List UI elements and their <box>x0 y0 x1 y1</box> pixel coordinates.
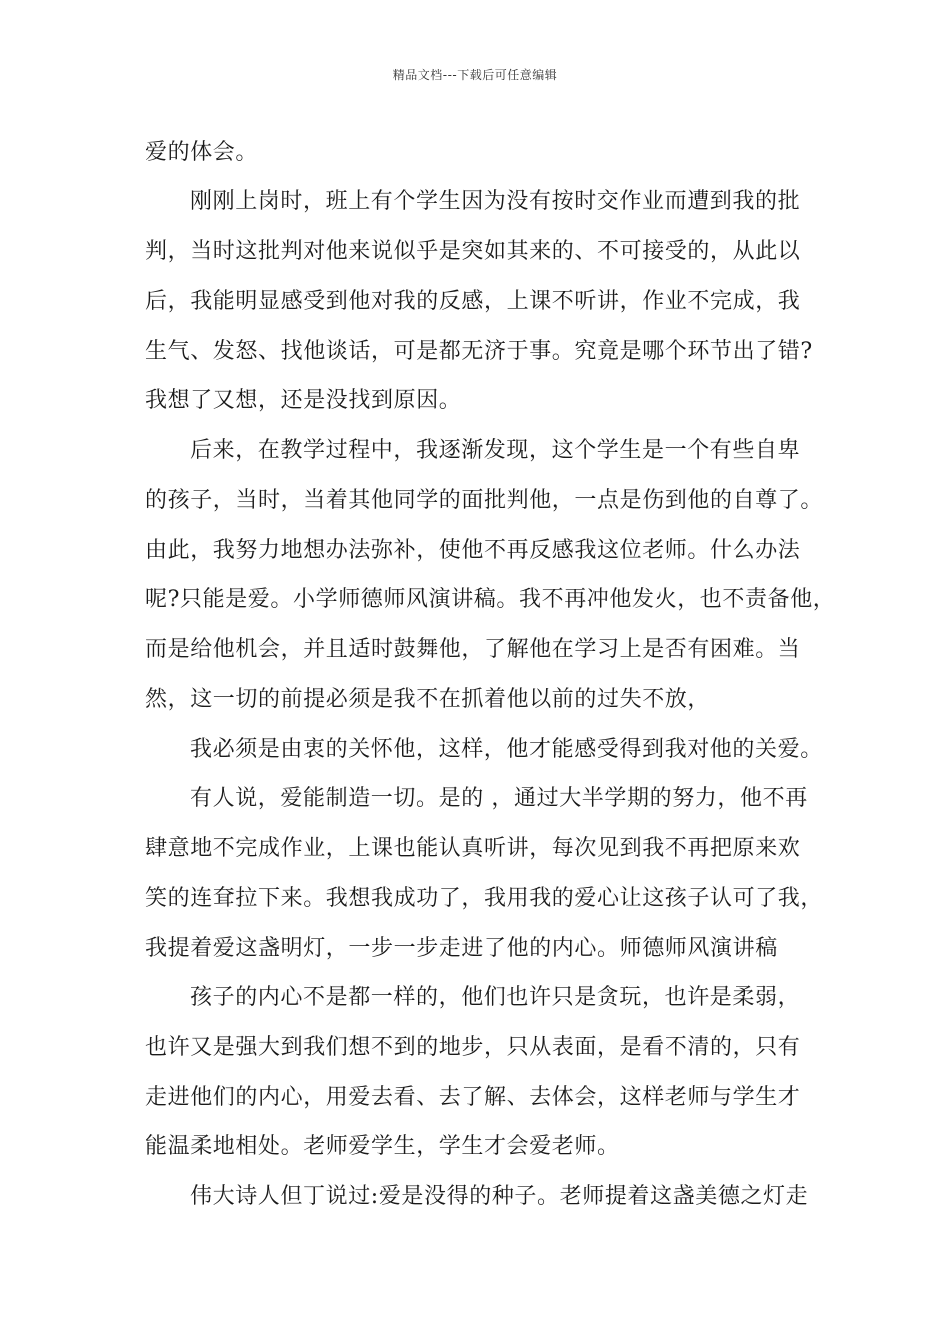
body-line: 我提着爱这盏明灯，一步一步走进了他的内心。师德师风演讲稿 <box>145 936 778 961</box>
body-line: 生气、发怒、找他谈话，可是都无济于事。究竟是哪个环节出了错? <box>145 339 813 364</box>
body-line: 爱的体会。 <box>145 140 259 165</box>
body-line: 判，当时这批判对他来说似乎是突如其来的、不可接受的，从此以 <box>145 239 801 264</box>
body-line: 有人说，爱能制造一切。是的 ，通过大半学期的努力，他不再 <box>190 786 808 811</box>
body-line: 呢?只能是爱。小学师德师风演讲稿。我不再冲他发火，也不责备他， <box>145 587 836 612</box>
body-line: 后来，在教学过程中，我逐渐发现，这个学生是一个有些自卑 <box>190 438 801 463</box>
body-line: 也许又是强大到我们想不到的地步，只从表面，是看不清的，只有 <box>145 1035 801 1060</box>
body-line: 我想了又想，还是没找到原因。 <box>145 388 462 413</box>
body-line: 然，这一切的前提必须是我不在抓着他以前的过失不放， <box>145 687 711 712</box>
body-line: 能温柔地相处。老师爱学生，学生才会爱老师。 <box>145 1134 620 1159</box>
body-line: 后，我能明显感受到他对我的反感，上课不听讲，作业不完成，我 <box>145 289 801 314</box>
body-line: 走进他们的内心，用爱去看、去了解、去体会，这样老师与学生才 <box>145 1085 801 1110</box>
body-line: 我必须是由衷的关怀他，这样，他才能感受得到我对他的关爱。 <box>190 737 823 762</box>
body-line: 而是给他机会，并且适时鼓舞他，了解他在学习上是否有困难。当 <box>145 637 801 662</box>
body-line: 刚刚上岗时，班上有个学生因为没有按时交作业而遭到我的批 <box>190 189 801 214</box>
page-header: 精品文档---下载后可任意编辑 <box>392 68 558 82</box>
body-line: 伟大诗人但丁说过:爱是没得的种子。老师提着这盏美德之灯走 <box>190 1184 809 1209</box>
body-line: 由此，我努力地想办法弥补，使他不再反感我这位老师。什么办法 <box>145 538 801 563</box>
body-line: 的孩子，当时，当着其他同学的面批判他，一点是伤到他的自尊了。 <box>145 488 824 513</box>
body-line: 笑的连耷拉下来。我想我成功了，我用我的爱心让这孩子认可了我， <box>145 886 824 911</box>
body-line: 肆意地不完成作业，上课也能认真听讲，每次见到我不再把原来欢 <box>145 836 801 861</box>
body-line: 孩子的内心不是都一样的，他们也许只是贪玩，也许是柔弱， <box>190 985 801 1010</box>
